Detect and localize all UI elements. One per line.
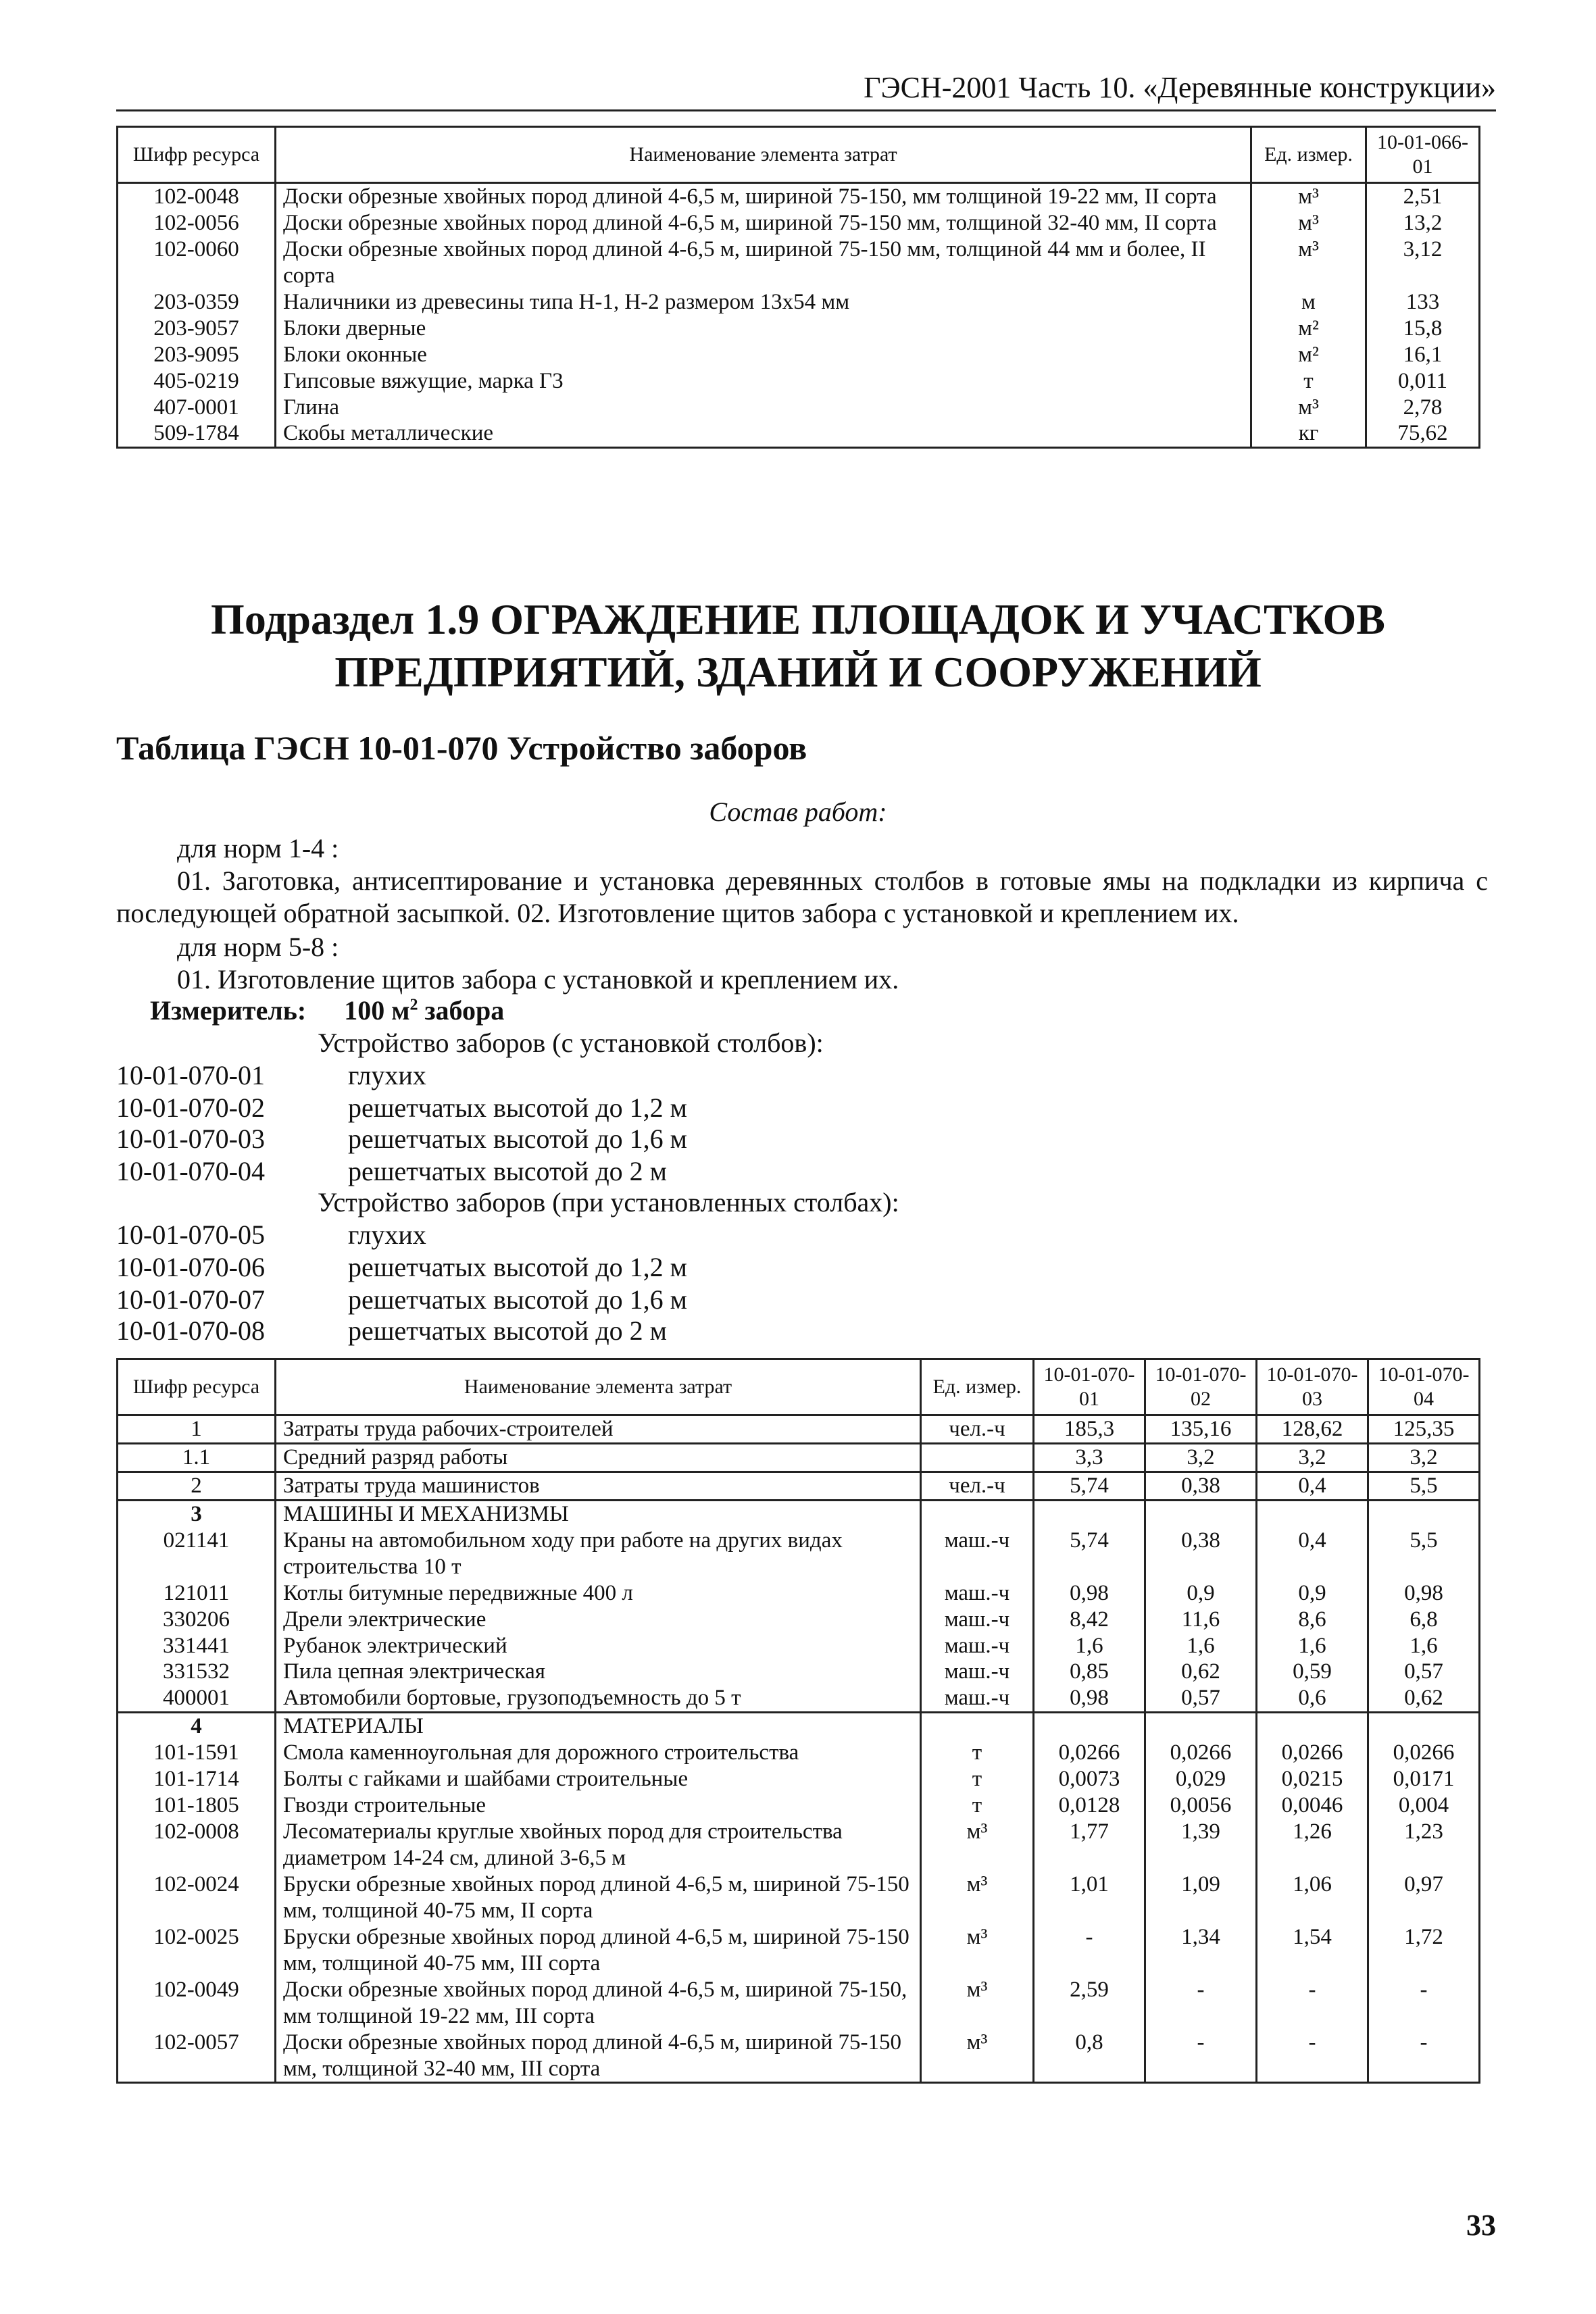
cell-name: Смола каменноугольная для дорожного строительства bbox=[276, 1740, 921, 1766]
cell-value-1: 3,3 bbox=[1034, 1443, 1145, 1472]
cell-value-2: 1,6 bbox=[1145, 1633, 1257, 1659]
table-body bbox=[118, 1415, 1480, 2083]
col-header-norm-2: 10-01-070-02 bbox=[1145, 1359, 1257, 1415]
cell-value-4: - bbox=[1368, 1977, 1480, 2030]
cell-value-1: 1,77 bbox=[1034, 1819, 1145, 1871]
cell-unit: м³ bbox=[921, 1924, 1034, 1977]
cell-value-4: 0,57 bbox=[1368, 1659, 1480, 1685]
cell-value-1: 0,8 bbox=[1034, 2030, 1145, 2083]
cell-value-1: 5,74 bbox=[1034, 1528, 1145, 1580]
cell-value-4: 0,97 bbox=[1368, 1871, 1480, 1924]
cell-value-3: 0,4 bbox=[1257, 1528, 1368, 1580]
table-header-row bbox=[118, 127, 1480, 183]
section-row bbox=[118, 1415, 1480, 1444]
cell-value-2: 0,38 bbox=[1145, 1472, 1257, 1500]
cell-value-2 bbox=[1145, 1713, 1257, 1740]
subsection-title-line2: ПРЕДПРИЯТИЙ, ЗДАНИЙ И СООРУЖЕНИЙ bbox=[334, 648, 1262, 697]
cell-code: 509-1784 bbox=[118, 420, 276, 447]
cell-unit bbox=[921, 1443, 1034, 1472]
cell-code: 203-9057 bbox=[118, 316, 276, 342]
table-row bbox=[118, 395, 1480, 421]
cell-code: 102-0048 bbox=[118, 183, 276, 210]
col-header-name: Наименование элемента затрат bbox=[276, 127, 1251, 183]
cell-code: 102-0024 bbox=[118, 1871, 276, 1924]
table-row bbox=[118, 1633, 1480, 1659]
cell-name: Бруски обрезные хвойных пород длиной 4-6,5 м, шириной 75-150 мм, толщиной 40-75 мм, III сорта bbox=[276, 1924, 921, 1977]
cell-value-1: 0,0266 bbox=[1034, 1740, 1145, 1766]
cell-unit: м³ bbox=[921, 2030, 1034, 2083]
resource-table-1 bbox=[116, 126, 1480, 449]
cell-code: 121011 bbox=[118, 1580, 276, 1607]
cell-value-2: 0,38 bbox=[1145, 1528, 1257, 1580]
cell-value-2: 1,39 bbox=[1145, 1819, 1257, 1871]
table-row bbox=[118, 1740, 1480, 1766]
cell-value-1: 8,42 bbox=[1034, 1607, 1145, 1633]
cell-code: 203-9095 bbox=[118, 342, 276, 368]
col-header-norm-4: 10-01-070-04 bbox=[1368, 1359, 1480, 1415]
cell-name: Болты с гайками и шайбами строительные bbox=[276, 1766, 921, 1792]
cell-unit: маш.-ч bbox=[921, 1659, 1034, 1685]
cell-unit: чел.-ч bbox=[921, 1472, 1034, 1500]
cell-value-1: 0,0073 bbox=[1034, 1766, 1145, 1792]
table-row bbox=[118, 420, 1480, 447]
cell-unit: м³ bbox=[1251, 236, 1366, 289]
norms-b-label: для норм 5-8 : bbox=[177, 932, 339, 962]
norm-name: глухих bbox=[348, 1219, 426, 1250]
cell-name: Краны на автомобильном ходу при работе на других видах строительства 10 т bbox=[276, 1528, 921, 1580]
work-composition-heading: Состав работ: bbox=[709, 797, 887, 827]
cell-name: Блоки дверные bbox=[276, 316, 1251, 342]
cell-code: 1 bbox=[118, 1415, 276, 1444]
table-row bbox=[118, 1871, 1480, 1924]
cell-value-4: 5,5 bbox=[1368, 1528, 1480, 1580]
cell-name: Доски обрезные хвойных пород длиной 4-6,5 м, шириной 75-150, мм толщиной 19-22 мм, II сорта bbox=[276, 183, 1251, 210]
cell-value-4: 1,72 bbox=[1368, 1924, 1480, 1977]
measure-value: 100 $м^2$ забора bbox=[344, 995, 505, 1026]
cell-value: 3,12 bbox=[1366, 236, 1480, 289]
cell-value-2: 11,6 bbox=[1145, 1607, 1257, 1633]
cell-value-4: 1,6 bbox=[1368, 1633, 1480, 1659]
cell-value-4: 0,0171 bbox=[1368, 1766, 1480, 1792]
table-row bbox=[118, 289, 1480, 316]
cell-value-3: 0,4 bbox=[1257, 1472, 1368, 1500]
cell-value-2: 0,57 bbox=[1145, 1685, 1257, 1712]
running-header: ГЭСН-2001 Часть 10. «Деревянные конструкции» bbox=[864, 71, 1496, 104]
cell-value: 2,51 bbox=[1366, 183, 1480, 210]
cell-unit: чел.-ч bbox=[921, 1415, 1034, 1444]
table-row bbox=[118, 1607, 1480, 1633]
cell-value-1: 1,6 bbox=[1034, 1633, 1145, 1659]
norms-b-text: 01. Изготовление щитов забора с установкой и креплением их. bbox=[177, 964, 899, 995]
norm-name: решетчатых высотой до 1,6 м bbox=[348, 1284, 687, 1315]
cell-value-3: 0,6 bbox=[1257, 1685, 1368, 1712]
cell-name: Автомобили бортовые, грузоподъемность до 5 т bbox=[276, 1685, 921, 1712]
section-row bbox=[118, 1713, 1480, 1740]
norm-name: решетчатых высотой до 1,6 м bbox=[348, 1124, 687, 1154]
cell-value-1: 5,74 bbox=[1034, 1472, 1145, 1500]
subsection-title bbox=[0, 593, 1596, 699]
cell-unit: м³ bbox=[1251, 210, 1366, 236]
cell-value-1: 0,98 bbox=[1034, 1580, 1145, 1607]
norm-code: 10-01-070-04 bbox=[116, 1156, 265, 1186]
cell-value-1: 2,59 bbox=[1034, 1977, 1145, 2030]
table-row bbox=[118, 1528, 1480, 1580]
norm-code: 10-01-070-08 bbox=[116, 1315, 265, 1346]
cell-value: 15,8 bbox=[1366, 316, 1480, 342]
cell-unit bbox=[921, 1713, 1034, 1740]
cell-value-1: 1,01 bbox=[1034, 1871, 1145, 1924]
cell-value-4: 0,62 bbox=[1368, 1685, 1480, 1712]
table-row bbox=[118, 2030, 1480, 2083]
table-row bbox=[118, 1924, 1480, 1977]
norm-code: 10-01-070-02 bbox=[116, 1092, 265, 1123]
table-row bbox=[118, 1685, 1480, 1712]
col-header-norm-3: 10-01-070-03 bbox=[1257, 1359, 1368, 1415]
cell-unit: м³ bbox=[1251, 395, 1366, 421]
cell-value-2: 0,029 bbox=[1145, 1766, 1257, 1792]
norm-name: решетчатых высотой до 2 м bbox=[348, 1315, 667, 1346]
cell-value-2: 0,62 bbox=[1145, 1659, 1257, 1685]
cell-value-1: - bbox=[1034, 1924, 1145, 1977]
cell-value: 0,011 bbox=[1366, 368, 1480, 395]
cell-code: 102-0025 bbox=[118, 1924, 276, 1977]
cell-value-2 bbox=[1145, 1500, 1257, 1527]
cell-value-4: 5,5 bbox=[1368, 1472, 1480, 1500]
table-row bbox=[118, 1792, 1480, 1819]
cell-unit: м³ bbox=[921, 1871, 1034, 1924]
cell-name: МАТЕРИАЛЫ bbox=[276, 1713, 921, 1740]
table-row bbox=[118, 1819, 1480, 1871]
cell-unit: м² bbox=[1251, 342, 1366, 368]
norm-code: 10-01-070-05 bbox=[116, 1219, 265, 1250]
norms-a-text: 01. Заготовка, антисептирование и установка деревянных столбов в готовые ямы на подкладки из кирпича с последующей обратной засыпкой. 02. Изготовление щитов забора с установкой и креплением их. bbox=[116, 865, 1488, 928]
norm-name: решетчатых высотой до 1,2 м bbox=[348, 1252, 687, 1282]
norm-code: 10-01-070-01 bbox=[116, 1060, 265, 1090]
cell-name: Бруски обрезные хвойных пород длиной 4-6,5 м, шириной 75-150 мм, толщиной 40-75 мм, II сорта bbox=[276, 1871, 921, 1924]
cell-value: 133 bbox=[1366, 289, 1480, 316]
col-header-norm: 10-01-066-01 bbox=[1366, 127, 1480, 183]
cell-code: 400001 bbox=[118, 1685, 276, 1712]
cell-unit bbox=[921, 1500, 1034, 1527]
subsection-title-line1: Подраздел 1.9 ОГРАЖДЕНИЕ ПЛОЩАДОК И УЧАСТКОВ bbox=[211, 595, 1385, 643]
cell-value-3: 0,59 bbox=[1257, 1659, 1368, 1685]
table-row bbox=[118, 236, 1480, 289]
cell-value-3: 0,9 bbox=[1257, 1580, 1368, 1607]
cell-name: Глина bbox=[276, 395, 1251, 421]
cell-unit: м³ bbox=[1251, 183, 1366, 210]
col-header-unit: Ед. измер. bbox=[921, 1359, 1034, 1415]
table-row bbox=[118, 1977, 1480, 2030]
cell-name: Рубанок электрический bbox=[276, 1633, 921, 1659]
cell-value-3: 0,0215 bbox=[1257, 1766, 1368, 1792]
table-row bbox=[118, 210, 1480, 236]
cell-value-3: 0,0046 bbox=[1257, 1792, 1368, 1819]
table-row bbox=[118, 1766, 1480, 1792]
cell-code: 101-1805 bbox=[118, 1792, 276, 1819]
cell-unit: м³ bbox=[921, 1977, 1034, 2030]
cell-unit: т bbox=[1251, 368, 1366, 395]
cell-value-1 bbox=[1034, 1713, 1145, 1740]
cell-value-3: - bbox=[1257, 2030, 1368, 2083]
cell-unit: маш.-ч bbox=[921, 1528, 1034, 1580]
col-header-norm-1: 10-01-070-01 bbox=[1034, 1359, 1145, 1415]
cell-value-2: 1,34 bbox=[1145, 1924, 1257, 1977]
cell-name: Наличники из древесины типа Н-1, Н-2 размером 13х54 мм bbox=[276, 289, 1251, 316]
cell-unit: м³ bbox=[921, 1819, 1034, 1871]
cell-value-2: 135,16 bbox=[1145, 1415, 1257, 1444]
cell-name: Котлы битумные передвижные 400 л bbox=[276, 1580, 921, 1607]
cell-code: 2 bbox=[118, 1472, 276, 1500]
cell-code: 101-1591 bbox=[118, 1740, 276, 1766]
col-header-unit: Ед. измер. bbox=[1251, 127, 1366, 183]
group-title-2: Устройство заборов (при установленных столбах): bbox=[318, 1187, 899, 1217]
cell-name: Доски обрезные хвойных пород длиной 4-6,5 м, шириной 75-150 мм, толщиной 32-40 мм, II сорта bbox=[276, 210, 1251, 236]
norm-code: 10-01-070-07 bbox=[116, 1284, 265, 1315]
cell-name: МАШИНЫ И МЕХАНИЗМЫ bbox=[276, 1500, 921, 1527]
cell-value-4: 1,23 bbox=[1368, 1819, 1480, 1871]
cell-code: 407-0001 bbox=[118, 395, 276, 421]
cell-value-3: 0,0266 bbox=[1257, 1740, 1368, 1766]
cell-name: Доски обрезные хвойных пород длиной 4-6,5 м, шириной 75-150 мм, толщиной 44 мм и более, II сорта bbox=[276, 236, 1251, 289]
cell-value-3: 1,26 bbox=[1257, 1819, 1368, 1871]
cell-name: Пила цепная электрическая bbox=[276, 1659, 921, 1685]
cell-unit: т bbox=[921, 1792, 1034, 1819]
cell-unit: маш.-ч bbox=[921, 1685, 1034, 1712]
measure-label: Измеритель: bbox=[150, 995, 307, 1026]
cell-value-1: 0,0128 bbox=[1034, 1792, 1145, 1819]
table-row bbox=[118, 1659, 1480, 1685]
cell-value-4: 0,004 bbox=[1368, 1792, 1480, 1819]
cell-value-3 bbox=[1257, 1713, 1368, 1740]
cell-value-2: - bbox=[1145, 2030, 1257, 2083]
cell-name: Доски обрезные хвойных пород длиной 4-6,5 м, шириной 75-150 мм, толщиной 32-40 мм, III сорта bbox=[276, 2030, 921, 2083]
cell-name: Дрели электрические bbox=[276, 1607, 921, 1633]
cell-code: 021141 bbox=[118, 1528, 276, 1580]
cell-value-3: - bbox=[1257, 1977, 1368, 2030]
norm-name: глухих bbox=[348, 1060, 426, 1090]
cell-value-4 bbox=[1368, 1500, 1480, 1527]
measure-line bbox=[150, 995, 504, 1027]
cell-value: 13,2 bbox=[1366, 210, 1480, 236]
cell-unit: м² bbox=[1251, 316, 1366, 342]
cell-name: Гипсовые вяжущие, марка Г3 bbox=[276, 368, 1251, 395]
norm-name: решетчатых высотой до 1,2 м bbox=[348, 1092, 687, 1123]
cell-code: 3 bbox=[118, 1500, 276, 1527]
header-rule bbox=[116, 109, 1496, 111]
cell-code: 203-0359 bbox=[118, 289, 276, 316]
cell-name: Доски обрезные хвойных пород длиной 4-6,5 м, шириной 75-150, мм толщиной 19-22 мм, III сорта bbox=[276, 1977, 921, 2030]
cell-value: 75,62 bbox=[1366, 420, 1480, 447]
cell-value-2: 0,9 bbox=[1145, 1580, 1257, 1607]
cell-value-2: 0,0266 bbox=[1145, 1740, 1257, 1766]
cell-value: 16,1 bbox=[1366, 342, 1480, 368]
cell-code: 331441 bbox=[118, 1633, 276, 1659]
col-header-code: Шифр ресурса bbox=[118, 127, 276, 183]
cell-code: 102-0049 bbox=[118, 1977, 276, 2030]
cell-value-1: 0,85 bbox=[1034, 1659, 1145, 1685]
cell-value-1: 0,98 bbox=[1034, 1685, 1145, 1712]
cell-unit: маш.-ч bbox=[921, 1580, 1034, 1607]
cell-name: Лесоматериалы круглые хвойных пород для строительства диаметром 14-24 см, длиной 3-6,5 м bbox=[276, 1819, 921, 1871]
cell-unit: маш.-ч bbox=[921, 1607, 1034, 1633]
cell-code: 4 bbox=[118, 1713, 276, 1740]
table-row bbox=[118, 368, 1480, 395]
cell-name: Затраты труда машинистов bbox=[276, 1472, 921, 1500]
col-header-code: Шифр ресурса bbox=[118, 1359, 276, 1415]
page-number: 33 bbox=[1466, 2209, 1496, 2242]
cell-unit: т bbox=[921, 1766, 1034, 1792]
cell-name: Скобы металлические bbox=[276, 420, 1251, 447]
table-row bbox=[118, 342, 1480, 368]
table-row bbox=[118, 183, 1480, 210]
norm-code: 10-01-070-03 bbox=[116, 1124, 265, 1154]
col-header-name: Наименование элемента затрат bbox=[276, 1359, 921, 1415]
cell-value-2: - bbox=[1145, 1977, 1257, 2030]
cell-unit: кг bbox=[1251, 420, 1366, 447]
cell-code: 102-0008 bbox=[118, 1819, 276, 1871]
table-title: Таблица ГЭСН 10-01-070 Устройство заборов bbox=[116, 729, 807, 767]
cell-code: 405-0219 bbox=[118, 368, 276, 395]
cell-value-4: - bbox=[1368, 2030, 1480, 2083]
cell-value-3: 1,6 bbox=[1257, 1633, 1368, 1659]
cell-code: 1.1 bbox=[118, 1443, 276, 1472]
cell-value-4 bbox=[1368, 1713, 1480, 1740]
cell-value-2: 0,0056 bbox=[1145, 1792, 1257, 1819]
cell-code: 101-1714 bbox=[118, 1766, 276, 1792]
cell-value-4: 6,8 bbox=[1368, 1607, 1480, 1633]
cell-value-3: 1,06 bbox=[1257, 1871, 1368, 1924]
cell-value-1: 185,3 bbox=[1034, 1415, 1145, 1444]
section-row bbox=[118, 1443, 1480, 1472]
cell-value-4: 3,2 bbox=[1368, 1443, 1480, 1472]
table-row bbox=[118, 316, 1480, 342]
cell-value-3 bbox=[1257, 1500, 1368, 1527]
cell-name: Гвозди строительные bbox=[276, 1792, 921, 1819]
cell-name: Затраты труда рабочих-строителей bbox=[276, 1415, 921, 1444]
cell-value-2: 1,09 bbox=[1145, 1871, 1257, 1924]
cell-unit: т bbox=[921, 1740, 1034, 1766]
table-body bbox=[118, 183, 1480, 448]
cell-value-3: 1,54 bbox=[1257, 1924, 1368, 1977]
norm-code: 10-01-070-06 bbox=[116, 1252, 265, 1282]
cell-code: 102-0056 bbox=[118, 210, 276, 236]
cell-value-4: 0,0266 bbox=[1368, 1740, 1480, 1766]
table-header-row bbox=[118, 1359, 1480, 1415]
cell-code: 330206 bbox=[118, 1607, 276, 1633]
cell-value-4: 125,35 bbox=[1368, 1415, 1480, 1444]
norm-name: решетчатых высотой до 2 м bbox=[348, 1156, 667, 1186]
norms-a-label: для норм 1-4 : bbox=[177, 833, 339, 863]
cell-name: Средний разряд работы bbox=[276, 1443, 921, 1472]
cell-value-4: 0,98 bbox=[1368, 1580, 1480, 1607]
table-row bbox=[118, 1580, 1480, 1607]
cell-code: 331532 bbox=[118, 1659, 276, 1685]
section-row bbox=[118, 1472, 1480, 1500]
cell-value-1 bbox=[1034, 1500, 1145, 1527]
cell-value-3: 8,6 bbox=[1257, 1607, 1368, 1633]
cell-unit: маш.-ч bbox=[921, 1633, 1034, 1659]
resource-table-2 bbox=[116, 1358, 1480, 2084]
cell-value: 2,78 bbox=[1366, 395, 1480, 421]
cell-name: Блоки оконные bbox=[276, 342, 1251, 368]
cell-code: 102-0060 bbox=[118, 236, 276, 289]
section-row bbox=[118, 1500, 1480, 1527]
cell-value-2: 3,2 bbox=[1145, 1443, 1257, 1472]
cell-unit: м bbox=[1251, 289, 1366, 316]
group-title-1: Устройство заборов (с установкой столбов): bbox=[318, 1028, 824, 1058]
cell-value-3: 3,2 bbox=[1257, 1443, 1368, 1472]
cell-value-3: 128,62 bbox=[1257, 1415, 1368, 1444]
cell-code: 102-0057 bbox=[118, 2030, 276, 2083]
